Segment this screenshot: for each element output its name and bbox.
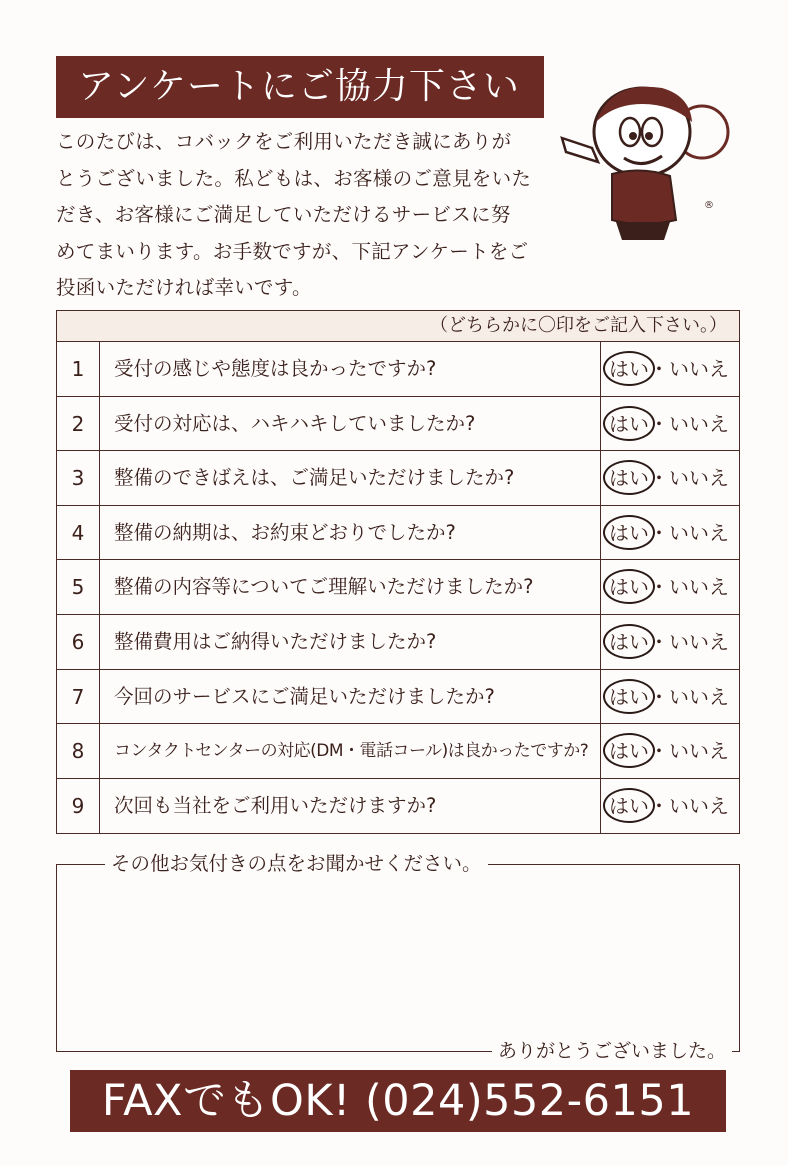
answer-no[interactable]: いいえ	[669, 411, 729, 436]
answer-separator: ・	[649, 793, 669, 818]
question-text: 整備の納期は、お約束どおりでしたか?	[100, 506, 601, 560]
svg-text:®: ®	[704, 200, 714, 211]
answer-separator: ・	[649, 629, 669, 654]
answer-separator: ・	[649, 739, 669, 764]
answer-yes[interactable]: はい	[609, 411, 649, 436]
question-text: 今回のサービスにご満足いただけましたか?	[100, 670, 601, 724]
question-row	[57, 670, 739, 725]
answer-separator: ・	[649, 357, 669, 381]
answer-yes[interactable]: はい	[609, 684, 649, 709]
answer-separator: ・	[649, 411, 669, 436]
question-row	[57, 342, 739, 397]
answer-choice[interactable]	[601, 451, 739, 505]
question-number: 9	[57, 779, 100, 834]
mascot-illustration	[552, 70, 732, 250]
question-number: 2	[57, 397, 100, 451]
fax-banner: FAXでもOK! (024)552-6151	[70, 1070, 726, 1132]
answer-no[interactable]: いいえ	[669, 466, 729, 491]
question-number: 1	[57, 342, 100, 396]
answer-no[interactable]: いいえ	[669, 575, 729, 600]
answer-yes[interactable]: はい	[609, 629, 649, 654]
answer-no[interactable]: いいえ	[669, 793, 729, 818]
question-row	[57, 779, 739, 834]
answer-no[interactable]: いいえ	[669, 520, 729, 545]
answer-yes[interactable]: はい	[609, 739, 649, 764]
question-number: 5	[57, 560, 100, 614]
answer-separator: ・	[649, 575, 669, 600]
question-row	[57, 724, 739, 779]
answer-separator: ・	[649, 684, 669, 709]
intro-text	[56, 124, 556, 307]
answer-yes[interactable]: はい	[609, 466, 649, 491]
answer-separator: ・	[649, 466, 669, 491]
question-text: 整備の内容等についてご理解いただけましたか?	[100, 560, 601, 614]
question-text: 受付の感じや態度は良かったですか?	[100, 342, 601, 396]
intro-line: 投函いただければ幸いです。	[56, 276, 312, 299]
answer-choice[interactable]	[601, 506, 739, 560]
answer-no[interactable]: いいえ	[669, 629, 729, 654]
question-row	[57, 397, 739, 452]
question-row	[57, 560, 739, 615]
answer-yes[interactable]: はい	[609, 357, 649, 381]
survey-title: アンケートにご協力下さい	[56, 56, 544, 118]
answer-no[interactable]: いいえ	[669, 739, 729, 764]
question-row	[57, 615, 739, 670]
answer-choice[interactable]	[601, 397, 739, 451]
question-number: 3	[57, 451, 100, 505]
question-number: 7	[57, 670, 100, 724]
question-text: 整備費用はご納得いただけましたか?	[100, 615, 601, 669]
survey-table	[56, 310, 740, 834]
answer-choice[interactable]	[601, 560, 739, 614]
intro-line: だき、お客様にご満足していただけるサービスに努	[56, 203, 511, 226]
question-text: コンタクトセンターの対応(DM・電話コール)は良かったですか?	[100, 724, 601, 778]
closing-thanks: ありがとうございました。	[492, 1036, 732, 1066]
question-row	[57, 451, 739, 506]
answer-no[interactable]: いいえ	[669, 357, 729, 381]
comments-label: その他お気付きの点をお聞かせください。	[105, 849, 488, 879]
question-number: 4	[57, 506, 100, 560]
answer-choice[interactable]	[601, 342, 739, 396]
question-text: 次回も当社をご利用いただけますか?	[100, 779, 601, 834]
question-number: 6	[57, 615, 100, 669]
survey-instruction: （どちらかに〇印をご記入下さい。）	[57, 311, 739, 342]
answer-yes[interactable]: はい	[609, 793, 649, 818]
intro-line: このたびは、コバックをご利用いただき誠にありが	[56, 130, 512, 153]
answer-choice[interactable]	[601, 615, 739, 669]
intro-line: めてまいります。お手数ですが、下記アンケートをご	[56, 239, 529, 263]
question-row	[57, 506, 739, 561]
intro-line: とうございました。私どもは、お客様のご意見をいた	[56, 166, 532, 190]
comments-box[interactable]	[56, 852, 740, 1052]
question-text: 受付の対応は、ハキハキしていましたか?	[100, 397, 601, 451]
answer-choice[interactable]	[601, 779, 739, 834]
question-number: 8	[57, 724, 100, 778]
answer-separator: ・	[649, 520, 669, 545]
answer-choice[interactable]	[601, 670, 739, 724]
answer-yes[interactable]: はい	[609, 520, 649, 545]
answer-choice[interactable]	[601, 724, 739, 778]
answer-yes[interactable]: はい	[609, 575, 649, 600]
answer-no[interactable]: いいえ	[669, 684, 729, 709]
question-text: 整備のできばえは、ご満足いただけましたか?	[100, 451, 601, 505]
